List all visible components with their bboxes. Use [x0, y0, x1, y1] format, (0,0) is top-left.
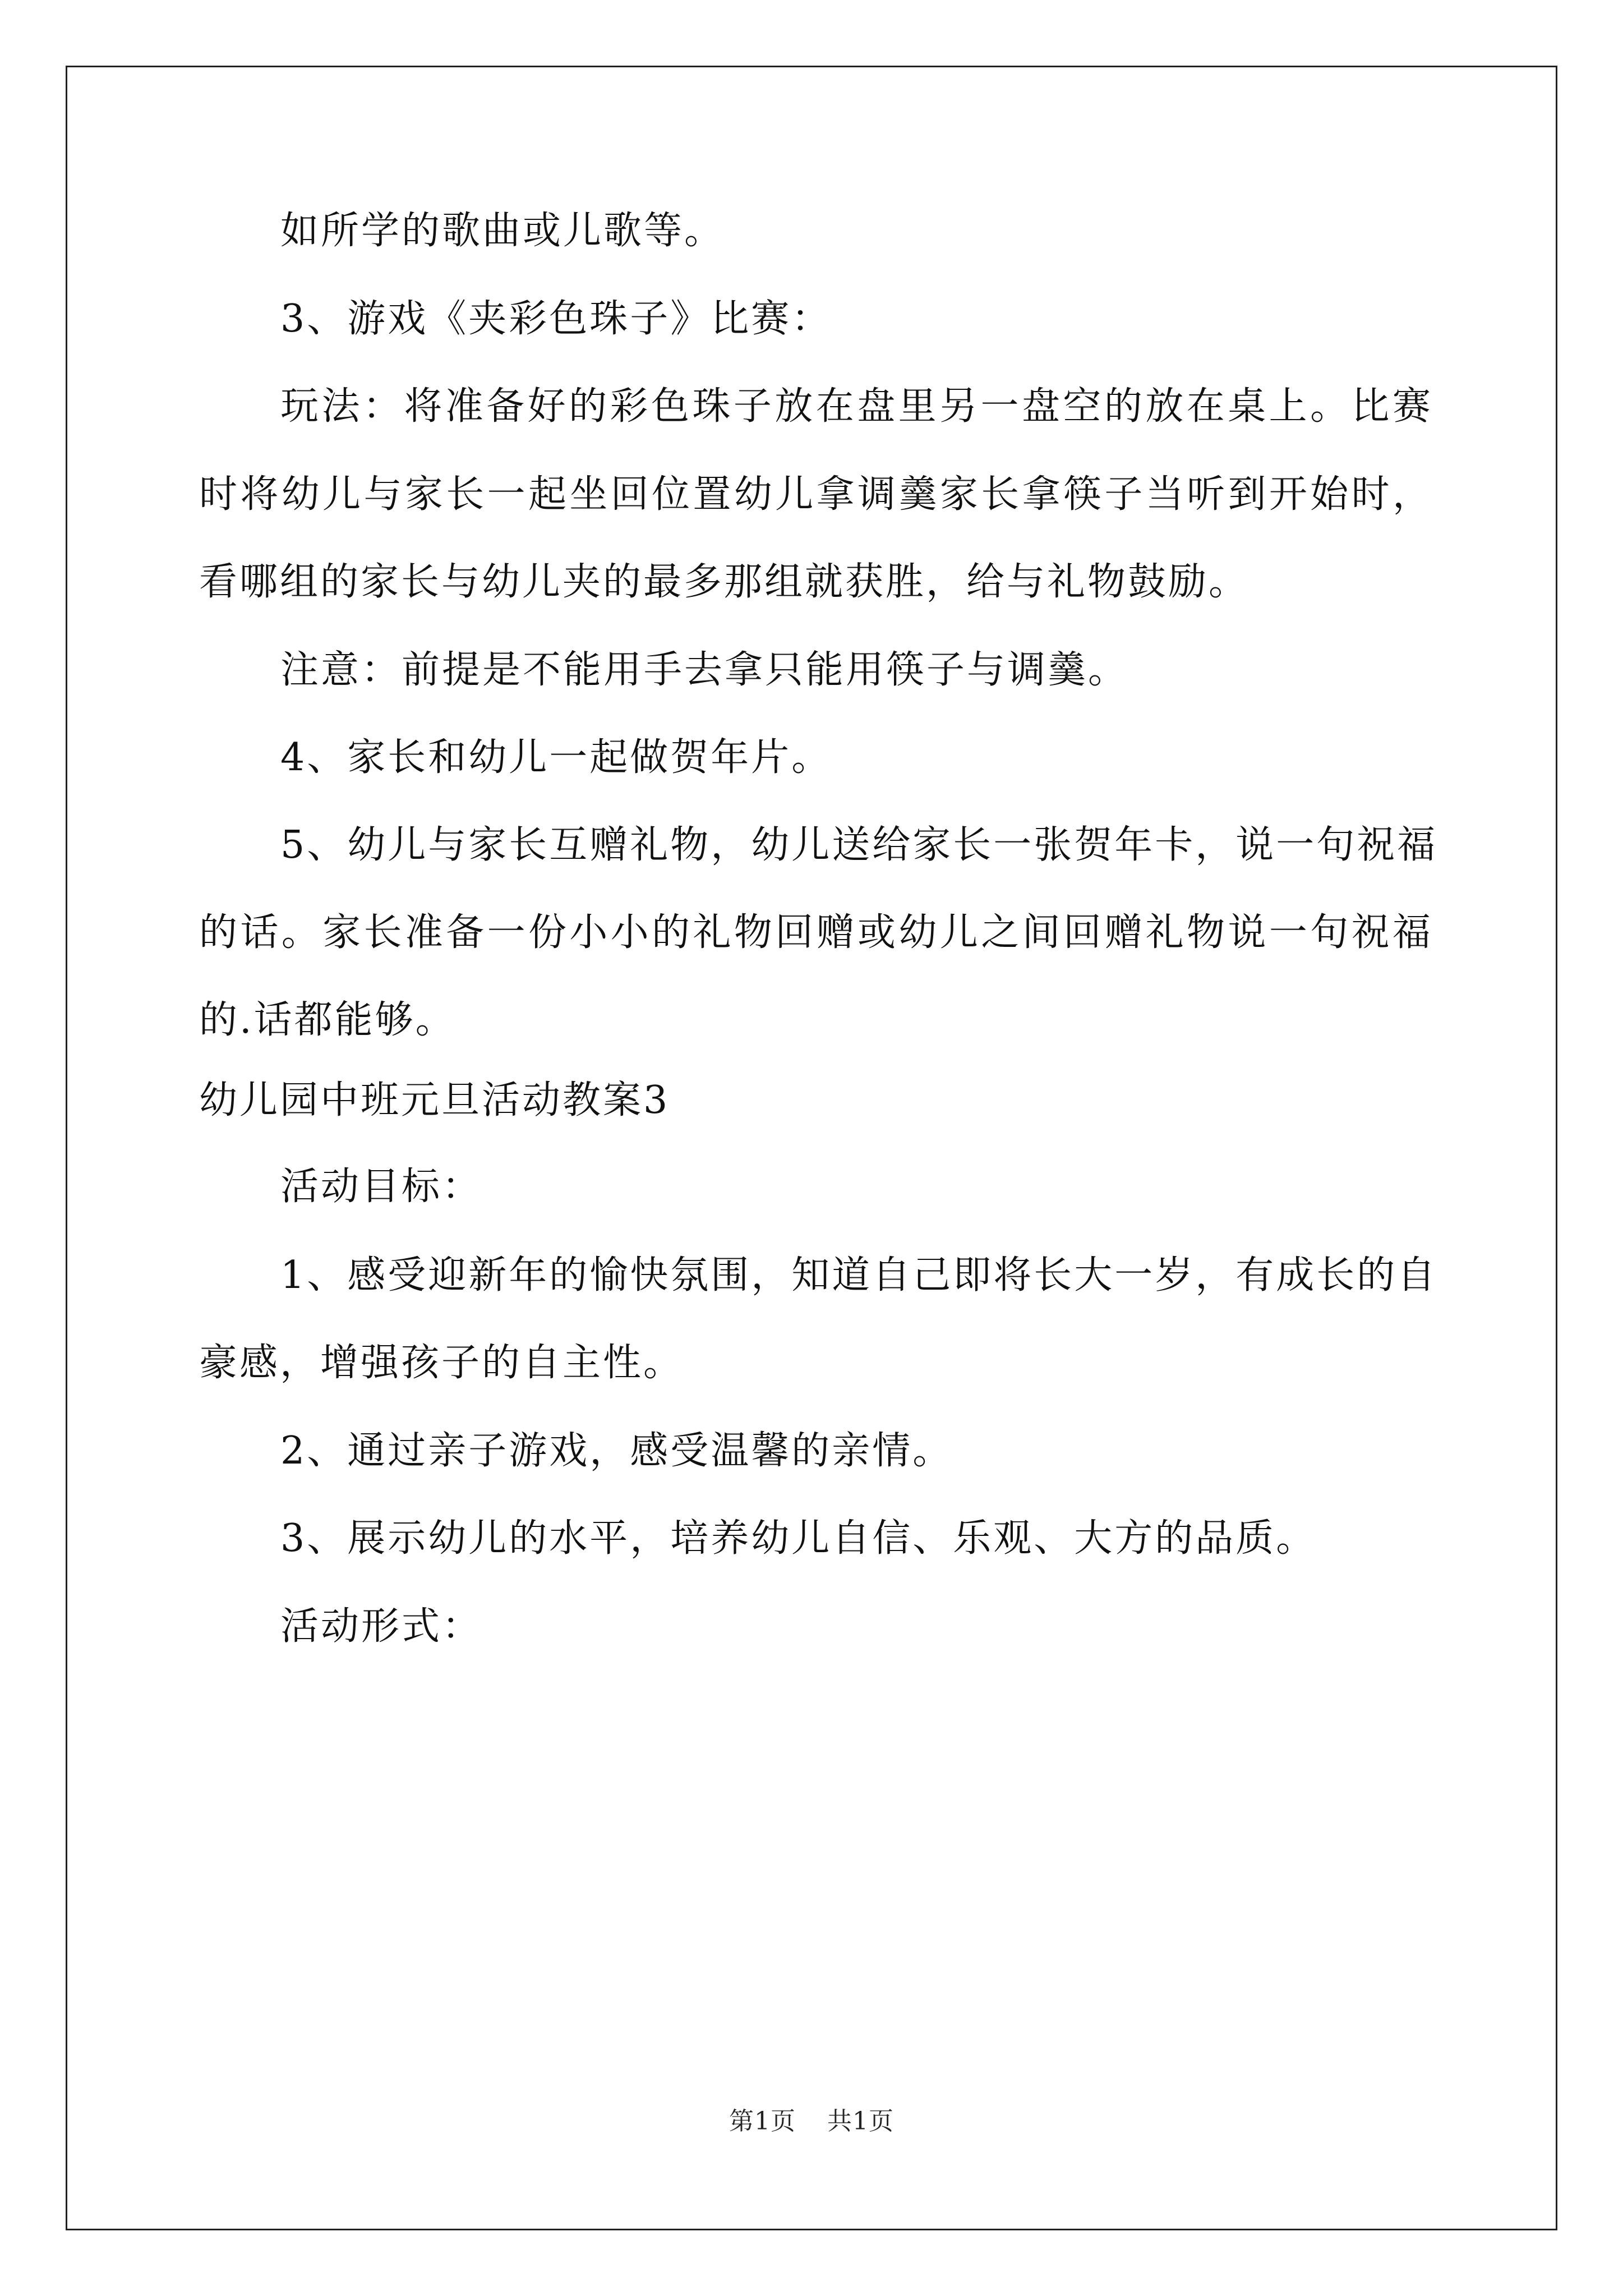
text-line: 时将幼儿与家长一起坐回位置幼儿拿调羹家长拿筷子当听到开始时，	[199, 472, 1433, 517]
text-line: 活动目标：	[280, 1165, 483, 1209]
text-line: 3、游戏《夹彩色珠子》比赛：	[280, 297, 832, 341]
section-heading: 幼儿园中班元旦活动教案3	[199, 1078, 670, 1122]
text-line: 3、展示幼儿的水平，培养幼儿自信、乐观、大方的品质。	[280, 1516, 1317, 1561]
page-total: 共1页	[827, 2107, 894, 2136]
text-line: 豪感，增强孩子的自主性。	[199, 1341, 684, 1385]
page-footer	[0, 2101, 1623, 2137]
text-line: 活动形式：	[280, 1604, 483, 1649]
text-line: 1、感受迎新年的愉快氛围，知道自己即将长大一岁，有成长的自	[280, 1253, 1438, 1297]
text-line: 的话。家长准备一份小小的礼物回赠或幼儿之间回赠礼物说一句祝福	[199, 910, 1433, 955]
text-line: 2、通过亲子游戏，感受温馨的亲情。	[280, 1429, 953, 1473]
text-line: 看哪组的家长与幼儿夹的最多那组就获胜，给与礼物鼓励。	[199, 560, 1249, 604]
text-line: 5、幼儿与家长互赠礼物，幼儿送给家长一张贺年卡，说一句祝福	[280, 823, 1438, 867]
page-number: 第1页	[729, 2107, 796, 2136]
text-line: 注意：前提是不能用手去拿只能用筷子与调羹。	[280, 648, 1129, 692]
text-line: 的.话都能够。	[199, 998, 456, 1042]
text-line: 玩法：将准备好的彩色珠子放在盘里另一盘空的放在桌上。比赛	[280, 384, 1433, 429]
text-line: 如所学的歌曲或儿歌等。	[280, 209, 725, 253]
text-line: 4、家长和幼儿一起做贺年片。	[280, 735, 832, 780]
